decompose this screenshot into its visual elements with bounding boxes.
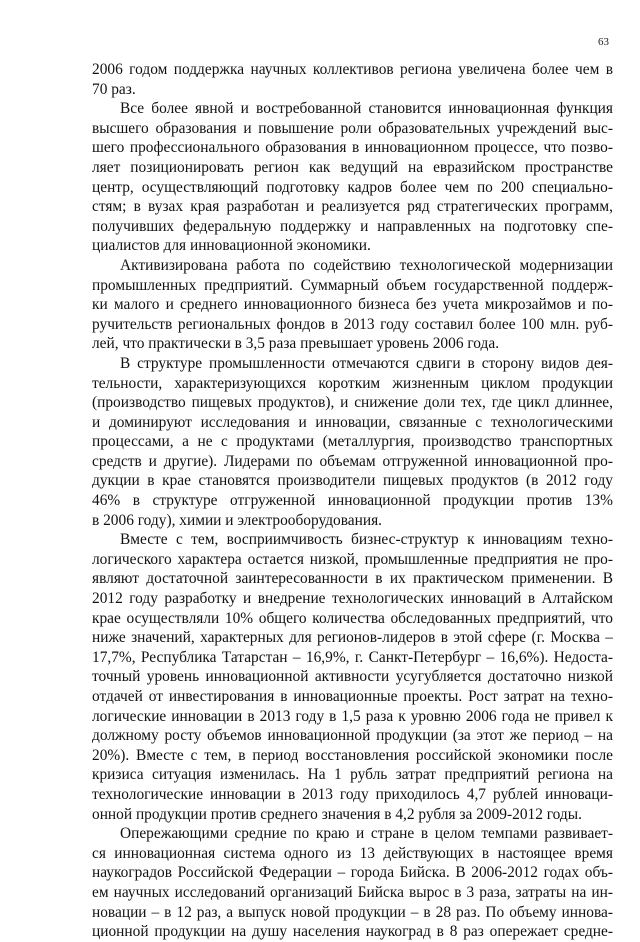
text-line: логические инновации в 2013 году в 1,5 раза к уровню 2006 года не привел к: [92, 707, 613, 725]
text-line: должному росту объемов инновационной продукции (за этот же период – на: [92, 727, 613, 745]
text-line: ся инновационная система одного из 13 действующих в настоящее время: [92, 844, 613, 862]
paragraph: [92, 354, 613, 530]
paragraph: [92, 530, 613, 824]
text-line: наукоградов Российской Федерации – города Бийска. В 2006-2012 годах объ-: [92, 864, 613, 882]
text-line: (производство пищевых продуктов), и снижение доли тех, где цикл длиннее,: [92, 394, 613, 412]
text-line: циалистов для инновационной экономики.: [92, 237, 371, 255]
text-line: и доминируют исследования и инновации, связанные с технологическими: [92, 413, 613, 431]
text-line: технологические инновации в 2013 году приходилось 4,7 рублей инноваци-: [92, 785, 613, 803]
text-line: Все более явной и востребованной становится инновационная функция: [120, 100, 613, 118]
text-line: ляет позиционировать регион как ведущий на евразийском пространстве: [92, 158, 613, 176]
text-line: 17,7%, Республика Татарстан – 16,9%, г. Санкт-Петербург – 16,6%). Недоста-: [92, 648, 613, 666]
text-line: ниже значений, характерных для регионов-лидеров в этой сфере (г. Москва –: [92, 629, 613, 647]
text-line: 20%). Вместе с тем, в период восстановления российской экономики после: [92, 746, 613, 764]
text-line: онной продукции против среднего значения в 4,2 рубля за 2009-2012 годы.: [92, 805, 582, 823]
text-line: В структуре промышленности отмечаются сдвиги в сторону видов дея-: [120, 354, 613, 372]
text-line: логического характера остается низкой, промышленные предприятия не про-: [92, 550, 613, 568]
text-line: в 2006 году), химии и электрооборудования.: [92, 511, 383, 529]
text-line: Активизирована работа по содействию технологической модернизации: [120, 256, 613, 274]
text-line: новации – в 12 раз, а выпуск новой продукции – в 28 раз. По объему иннова-: [92, 903, 613, 921]
paragraph: [92, 60, 613, 99]
text-line: ки малого и среднего инновационного бизнеса без учета микрозаймов и по-: [92, 296, 613, 314]
text-line: 2006 годом поддержка научных коллективов региона увеличена более чем в: [92, 61, 613, 78]
text-line: кризиса ситуация изменилась. На 1 рубль затрат предприятий региона на: [92, 766, 613, 784]
text-line: центр, осуществляющий подготовку кадров более чем по 200 специально-: [92, 178, 613, 196]
text-line: средств и другие). Лидерами по объемам отгруженной инновационной про-: [92, 452, 613, 470]
text-line: высшего образования и повышение роли образовательных учреждений выс-: [92, 119, 613, 137]
text-line: точный уровень инновационной активности усугубляется достаточно низкой: [92, 668, 613, 686]
paragraph: [92, 99, 613, 256]
text-line: Опережающими средние по краю и стране в целом темпами развивает-: [120, 825, 613, 843]
document-body: [92, 60, 613, 942]
paragraph: [92, 824, 613, 942]
text-line: 46% в структуре отгруженной инновационной продукции против 13%: [92, 492, 613, 510]
text-line: лей, что практически в 3,5 раза превышает уровень 2006 года.: [92, 335, 500, 353]
text-line: являют достаточной заинтересованности в их практическом применении. В: [92, 570, 613, 588]
text-line: ручительств региональных фондов в 2013 году составил более 100 млн. руб-: [92, 315, 613, 333]
text-line: 2012 году разработку и внедрение технологических инноваций в Алтайском: [92, 590, 613, 608]
text-line: тельности, характеризующихся коротким жизненным циклом продукции: [92, 374, 613, 392]
text-line: процессами, а не с продуктами (металлургия, производство транспортных: [92, 433, 613, 451]
text-line: стям; в вузах края разработан и реализуется ряд стратегических программ,: [92, 198, 613, 216]
paragraph: [92, 256, 613, 354]
text-line: дукции в крае становятся производители пищевых продуктов (в 2012 году: [92, 472, 613, 490]
page-number: 63: [598, 36, 609, 48]
text-line: крае осуществляли 10% общего количества обследованных предприятий, что: [92, 609, 613, 627]
text-line: 70 раз.: [92, 80, 136, 98]
text-line: ем научных исследований организаций Бийска вырос в 3 раза, затраты на ин-: [92, 883, 613, 901]
text-line: ционной продукции на душу населения наукоград в 8 раз опережает средне-: [92, 923, 613, 941]
text-line: отдачей от инвестирования в инновационные проекты. Рост затрат на техно-: [92, 688, 613, 705]
text-line: Вместе с тем, восприимчивость бизнес-структур к инновациям техно-: [120, 531, 613, 549]
text-line: получивших федеральную поддержку и направленных на подготовку спе-: [92, 217, 613, 235]
text-line: шего профессионального образования в инновационном процессе, что позво-: [92, 139, 613, 157]
text-line: промышленных предприятий. Суммарный объем государственной поддерж-: [92, 276, 613, 294]
